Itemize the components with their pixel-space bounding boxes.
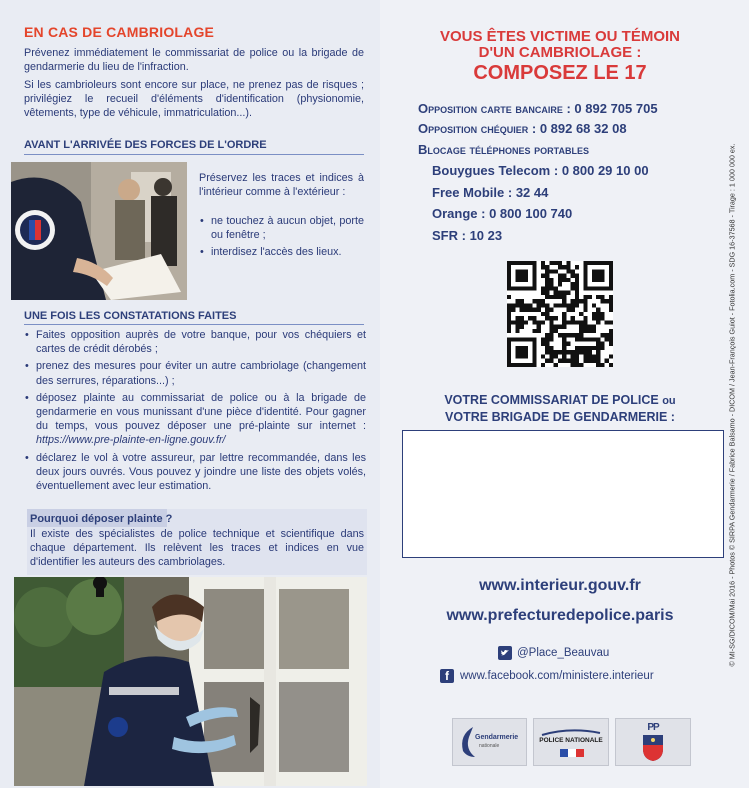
station-address-box[interactable]: [402, 430, 724, 558]
operator-line: SFR : 10 23: [432, 228, 503, 243]
url-prefecture[interactable]: www.prefecturedepolice.paris: [446, 607, 674, 624]
operator-line: Bouygues Telecom : 0 800 29 10 00: [432, 163, 649, 178]
opposition-cheque-number[interactable]: 0 892 68 32 08: [539, 121, 627, 136]
facebook-link[interactable]: www.facebook.com/ministere.interieur: [460, 670, 654, 682]
url-interieur[interactable]: www.interieur.gouv.fr: [479, 577, 641, 594]
list-item: • prenez des mesures pour éviter un autre cambriolage (changement des serrures, réparations...) ;: [24, 359, 366, 387]
opposition-card-line: Opposition carte bancaire : 0 892 705 705: [418, 101, 658, 116]
list-constatations: [24, 328, 366, 496]
para-preservez: Préservez les traces et indices à l'intérieur comme à l'extérieur :: [199, 172, 364, 199]
list-item: • déposez plainte au commissariat de police ou à la brigade de gendarmerie en vous munissant d'une pièce d'identité. Pour gagner du temps, vous pouvez déposer une pré-plainte sur internet : https://www.pre-plainte-en-ligne.gouv.fr/: [24, 391, 366, 448]
police-nationale-logo: POLICE NATIONALE: [533, 718, 609, 766]
headline-victime: VOUS ÊTES VICTIME OU TÉMOIN: [439, 28, 681, 45]
section-divider: [24, 154, 364, 155]
facebook-icon: f: [440, 669, 454, 683]
section-divider: [24, 324, 364, 325]
section-title-constatations: UNE FOIS LES CONSTATATIONS FAITES: [24, 310, 237, 322]
prefecture-police-logo: PP: [615, 718, 691, 766]
list-item: • Faites opposition auprès de votre banque, pour vos chéquiers et cartes de crédit dérobés ;: [24, 328, 366, 356]
why-complaint-title: Pourquoi déposer plainte ?: [30, 513, 173, 525]
headline-cambriolage: D'UN CAMBRIOLAGE :: [478, 44, 642, 61]
twitter-icon: [498, 646, 512, 660]
opposition-cheque-line: Opposition chéquier : 0 892 68 32 08: [418, 121, 627, 136]
station-title: VOTRE COMMISSARIAT DE POLICE ou VOTRE BRIGADE DE GENDARMERIE :: [444, 393, 676, 424]
blocage-title: Blocage téléphones portables: [418, 142, 589, 157]
list-item: • ne touchez à aucun objet, porte ou fenêtre ;: [199, 214, 364, 242]
twitter-handle[interactable]: @Place_Beauvau: [517, 647, 610, 659]
gendarmerie-logo: Gendarmerie nationale: [452, 718, 527, 766]
preplainte-link[interactable]: https://www.pre-plainte-en-ligne.gouv.fr/: [36, 434, 226, 447]
headline-composez: COMPOSEZ LE 17: [473, 62, 647, 84]
operator-line: Free Mobile : 32 44: [432, 185, 549, 200]
opposition-card-number[interactable]: 0 892 705 705: [574, 101, 658, 116]
qr-code[interactable]: [507, 261, 613, 367]
why-complaint-text: Il existe des spécialistes de police technique et scientifique dans chaque département. Ils relèvent les traces et indices en vue d'identifier les auteurs des cambriolages.: [30, 528, 364, 569]
list-item: • déclarez le vol à votre assureur, par lettre recommandée, dans les deux jours ouvrés. Vous pouvez y joindre une liste des objets volés, éventuellement avec leur estimation.: [24, 451, 366, 494]
list-preservation: [199, 214, 364, 263]
section-title-avant: AVANT L'ARRIVÉE DES FORCES DE L'ORDRE: [24, 139, 267, 151]
operator-line: Orange : 0 800 100 740: [432, 206, 573, 221]
section-title-cambriolage: EN CAS DE CAMBRIOLAGE: [24, 24, 215, 40]
list-item: • interdisez l'accès des lieux.: [199, 245, 364, 259]
para-previenez: Prévenez immédiatement le commissariat de police ou la brigade de gendarmerie du lieu de l'infraction.: [24, 47, 364, 74]
credits-vertical: © MI-SG/DICOM/Mai 2016 - Photos © SIRPA Gendarmerie / Fabrice Balsamo - DICOM / Jean-François Guiot - Fotolia.com - SDG 16-37568 - Tirage : 1 000 000 ex.: [727, 143, 737, 667]
photo-police-officer: [11, 162, 187, 300]
photo-gendarme-evidence: [14, 577, 367, 786]
para-cambrioleurs: Si les cambrioleurs sont encore sur place, ne prenez pas de risques ; privilégiez le recueil d'éléments d'identification (physionomie, vêtements, type de véhicule, immatriculation...).: [24, 79, 364, 120]
